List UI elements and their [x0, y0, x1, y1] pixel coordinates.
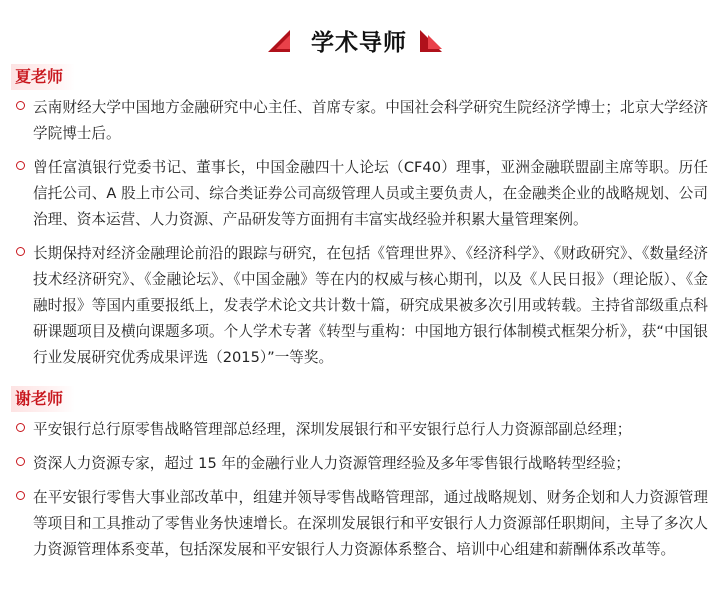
teacher-name-tag: 谢老师 — [11, 386, 75, 412]
left-triangle-decoration-inner — [276, 35, 290, 49]
circle-bullet-icon — [16, 101, 25, 110]
teacher-item-list — [0, 95, 724, 371]
teacher-item-list — [0, 417, 724, 563]
header-title: 学术导师 — [311, 30, 407, 56]
list-item — [0, 95, 724, 147]
circle-bullet-icon — [16, 247, 25, 256]
circle-bullet-icon — [16, 491, 25, 500]
circle-bullet-icon — [16, 457, 25, 466]
teacher-section-xie — [0, 386, 724, 571]
item-text: 在平安银行零售大事业部改革中，组建并领导零售战略管理部，通过战略规划、财务企划和人力资源管理等项目和工具推动了零售业务快速增长。在深圳发展银行和平安银行人力资源部任职期间，主导了多次人力资源管理体系变革，包括深发展和平安银行人力资源体系整合、培训中心组建和薪酬体系改革等。 — [33, 489, 708, 558]
list-item — [0, 451, 724, 477]
section-header — [0, 22, 724, 62]
item-text: 曾任富滇银行党委书记、董事长，中国金融四十人论坛（CF40）理事，亚洲金融联盟副主席等职。历任信托公司、A 股上市公司、综合类证券公司高级管理人员或主要负责人，在金融类企业的战略规划、公司治理、资本运营、人力资源、产品研发等方面拥有丰富实战经验并积累大量管理案例。 — [33, 159, 708, 228]
item-text: 资深人力资源专家，超过 15 年的金融行业人力资源管理经验及多年零售银行战略转型经验； — [33, 455, 631, 472]
teacher-section-xia — [0, 64, 724, 379]
list-item — [0, 485, 724, 563]
right-triangle-decoration-inner — [428, 35, 442, 49]
circle-bullet-icon — [16, 161, 25, 170]
item-text: 平安银行总行原零售战略管理部总经理，深圳发展银行和平安银行总行人力资源部副总经理； — [33, 421, 632, 438]
list-item — [0, 155, 724, 233]
item-text: 长期保持对经济金融理论前沿的跟踪与研究，在包括《管理世界》、《经济科学》、《财政研究》、《数量经济技术经济研究》、《金融论坛》、《中国金融》等在内的权威与核心期刊，以及《人民日报》（理论版）、《金融时报》等国内重要报纸上，发表学术论文共计数十篇，研究成果被多次引用或转载。主持省部级重点科研课题项目及横向课题多项。个人学术专著《转型与重构：中国地方银行体制模式框架分析》，获“中国银行业发展研究优秀成果评选（2015）”一等奖。 — [33, 245, 708, 366]
circle-bullet-icon — [16, 423, 25, 432]
list-item — [0, 417, 724, 443]
teacher-name-tag: 夏老师 — [11, 64, 75, 90]
list-item — [0, 241, 724, 371]
item-text: 云南财经大学中国地方金融研究中心主任、首席专家。中国社会科学研究生院经济学博士；北京大学经济学院博士后。 — [33, 99, 708, 142]
